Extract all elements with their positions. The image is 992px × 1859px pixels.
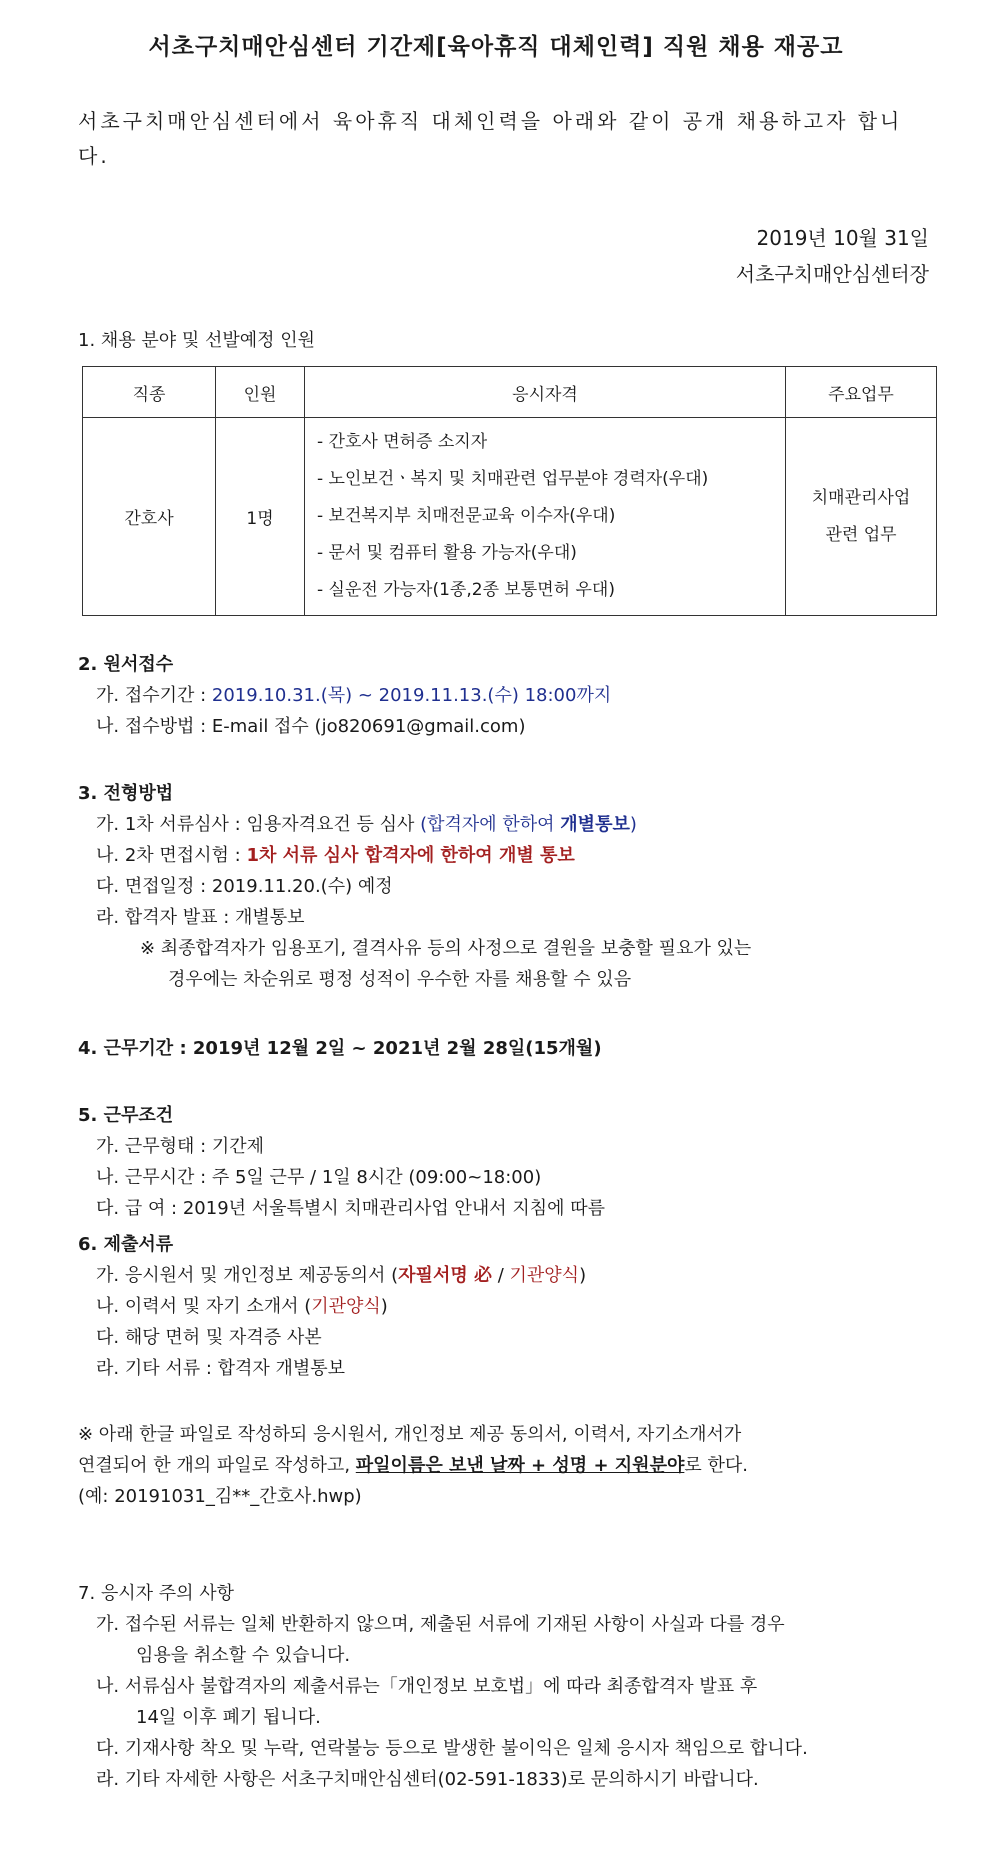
text: 연결되어 한 개의 파일로 작성하고, (78, 1455, 356, 1476)
header-count: 인원 (216, 367, 305, 418)
caution-b-1: 나. 서류심사 불합격자의 제출서류는「개인정보 보호법」에 따라 최종합격자 발표 후 (96, 1676, 758, 1697)
qualification-item: - 실운전 가능자(1종,2종 보통면허 우대) (317, 580, 615, 600)
note-line-1: ※ 최종합격자가 임용포기, 결격사유 등의 사정으로 결원을 보충할 필요가 있는 (140, 938, 752, 959)
cell-qualifications (305, 418, 786, 616)
paren-close: ) (629, 814, 637, 835)
interview-date: 다. 면접일정 : 2019.11.20.(수) 예정 (96, 876, 393, 897)
caution-a-1: 가. 접수된 서류는 일체 반환하지 않으며, 제출된 서류에 기재된 사항이 사실과 다를 경우 (96, 1614, 785, 1635)
qualification-item: - 간호사 면허증 소지자 (317, 432, 488, 452)
cell-count: 1명 (216, 418, 305, 616)
notice-line-1: ※ 아래 한글 파일로 작성하되 응시원서, 개인정보 제공 동의서, 이력서, 자기소개서가 (78, 1424, 742, 1445)
cell-job: 간호사 (83, 418, 216, 616)
recruitment-table (82, 366, 937, 616)
label: 나. 2차 면접시험 : (96, 845, 247, 866)
caution-c: 다. 기재사항 착오 및 누락, 연락불능 등으로 발생한 불이익은 일체 응시자 책임으로 합니다. (96, 1738, 808, 1759)
qualification-item: - 문서 및 컴퓨터 활용 가능자(우대) (317, 543, 577, 563)
note-line-2: 경우에는 차순위로 평정 성적이 우수한 자를 채용할 수 있음 (168, 969, 632, 990)
table-header-row (83, 367, 937, 418)
notice-example: (예: 20191031_김**_간호사.hwp) (78, 1486, 362, 1507)
section-3-heading: 3. 전형방법 (78, 783, 174, 804)
document-application-form (96, 1261, 586, 1287)
filename-rule: 파일이름은 보낸 날짜 + 성명 + 지원분야 (355, 1455, 685, 1476)
salary: 다. 급 여 : 2019년 서울특별시 치매관리사업 안내서 지침에 따름 (96, 1198, 606, 1219)
label: 가. 1차 서류심사 : 임용자격요건 등 심사 (96, 814, 421, 835)
close-paren: ) (380, 1296, 388, 1317)
duty-line: 치매관리사업 (811, 487, 911, 508)
cell-duty (786, 418, 937, 616)
employment-type: 가. 근무형태 : 기간제 (96, 1136, 265, 1157)
document-license-copy: 다. 해당 면허 및 자격증 사본 (96, 1327, 322, 1348)
screening-step-1 (96, 810, 637, 836)
section-7-heading: 7. 응시자 주의 사항 (78, 1583, 235, 1604)
institution-form: 기관양식 (311, 1296, 381, 1317)
caution-a-2: 임용을 취소할 수 있습니다. (136, 1645, 351, 1666)
close-paren: ) (579, 1265, 587, 1286)
table-row (83, 418, 937, 616)
header-duty: 주요업무 (786, 367, 937, 418)
text: 로 한다. (684, 1455, 748, 1476)
document-other: 라. 기타 서류 : 합격자 개별통보 (96, 1358, 346, 1379)
caution-b-2: 14일 이후 폐기 됩니다. (136, 1707, 321, 1728)
posting-date: 2019년 10월 31일 (756, 226, 929, 250)
qualification-item: - 노인보건ㆍ복지 및 치매관련 업무분야 경력자(우대) (317, 469, 709, 489)
notice-line-2 (78, 1451, 748, 1477)
signer: 서초구치매안심센터장 (735, 262, 929, 286)
application-period (96, 681, 611, 707)
intro-paragraph: 서초구치매안심센터에서 육아휴직 대체인력을 아래와 같이 공개 채용하고자 합니다. (78, 109, 903, 168)
interview-notice: 1차 서류 심사 합격자에 한하여 개별 통보 (246, 845, 575, 866)
caution-d: 라. 기타 자세한 사항은 서초구치매안심센터(02-591-1833)로 문의하시기 바랍니다. (96, 1769, 759, 1790)
paren-open: (합격자에 한하여 (420, 814, 561, 835)
header-job: 직종 (83, 367, 216, 418)
application-method: 나. 접수방법 : E-mail 접수 (jo820691@gmail.com) (96, 716, 526, 737)
section-4-heading: 4. 근무기간 : 2019년 12월 2일 ~ 2021년 2월 28일(15개월) (78, 1038, 602, 1059)
working-hours: 나. 근무시간 : 주 5일 근무 / 1일 8시간 (09:00~18:00) (96, 1167, 542, 1188)
section-6-heading: 6. 제출서류 (78, 1234, 174, 1255)
section-2-heading: 2. 원서접수 (78, 654, 174, 675)
application-period-value: 2019.10.31.(목) ~ 2019.11.13.(수) 18:00까지 (211, 685, 612, 706)
document-title: 서초구치매안심센터 기간제[육아휴직 대체인력] 직원 채용 재공고 (148, 34, 844, 60)
institution-form: 기관양식 (509, 1265, 580, 1286)
section-5-heading: 5. 근무조건 (78, 1105, 174, 1126)
label: 가. 응시원서 및 개인정보 제공동의서 ( (96, 1265, 399, 1286)
result-announcement: 라. 합격자 발표 : 개별통보 (96, 907, 305, 928)
separator: / (492, 1265, 510, 1286)
label: 나. 이력서 및 자기 소개서 ( (96, 1296, 312, 1317)
header-qualification: 응시자격 (305, 367, 786, 418)
label: 가. 접수기간 : (96, 685, 212, 706)
notice-bold: 개별통보 (560, 814, 630, 835)
qualification-item: - 보건복지부 치매전문교육 이수자(우대) (317, 506, 616, 526)
signature-required: 자필서명 必 (398, 1265, 492, 1286)
document-resume (96, 1292, 388, 1318)
duty-line: 관련 업무 (825, 524, 897, 545)
section-1-heading: 1. 채용 분야 및 선발예정 인원 (78, 330, 316, 351)
screening-step-2 (96, 841, 575, 867)
